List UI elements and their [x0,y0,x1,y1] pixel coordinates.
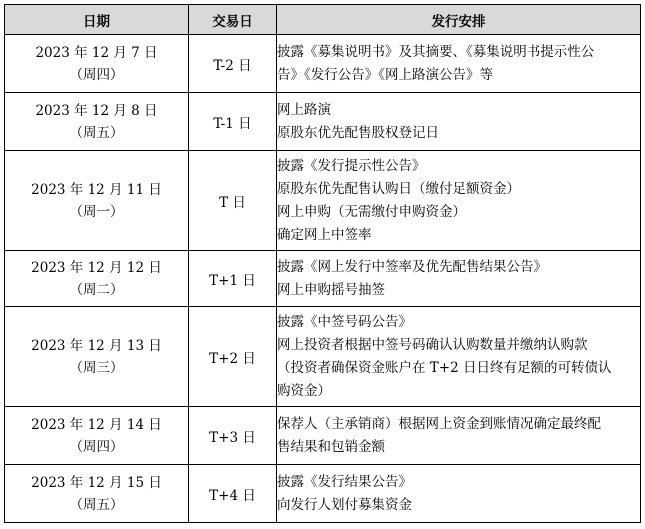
date-text: 2023 年 12 月 7 日 [35,44,158,61]
header-arrangement: 发行安排 [277,5,641,35]
trading-day-cell: T+4 日 [189,465,277,523]
trading-day-cell: T+1 日 [189,251,277,307]
arrangement-line: 向发行人划付募集资金 [277,496,412,513]
table-row [5,307,641,407]
trading-day-cell: T+2 日 [189,307,277,407]
weekday-text: （周一） [69,203,124,220]
date-text: 2023 年 12 月 14 日 [31,416,162,433]
arrangement-line: 确定网上中签率 [277,226,372,243]
weekday-text: （周三） [69,359,124,376]
date-text: 2023 年 12 月 15 日 [31,474,162,491]
header-trading-day: 交易日 [189,5,277,35]
arrangement-line: 售结果和包销金额 [277,438,385,455]
arrangement-cell [277,307,641,407]
arrangement-line: 披露《募集说明书》及其摘要、《募集说明书提示性公 [277,43,595,60]
arrangement-cell [277,465,641,523]
date-cell [5,465,189,523]
arrangement-line: 披露《发行提示性公告》 [277,157,426,174]
table-row [5,93,641,151]
arrangement-cell [277,251,641,307]
table-header-row [5,5,641,35]
date-cell [5,35,189,93]
table-row [5,35,641,93]
arrangement-line: （投资者确保资金账户在 T+2 日日终有足额的可转债认 [277,359,612,376]
date-cell [5,407,189,465]
trading-day-cell: T+3 日 [189,407,277,465]
arrangement-line: 购资金） [277,382,331,399]
issuance-schedule-table [4,4,641,523]
date-text: 2023 年 12 月 13 日 [31,337,162,354]
table-row [5,407,641,465]
date-cell [5,307,189,407]
arrangement-cell [277,93,641,151]
arrangement-line: 原股东优先配售认购日（缴付足额资金） [277,180,520,197]
date-cell [5,151,189,251]
arrangement-line: 网上路演 [277,101,331,118]
arrangement-cell [277,151,641,251]
arrangement-line: 网上申购摇号抽签 [277,281,385,298]
date-text: 2023 年 12 月 8 日 [35,102,158,119]
table-row [5,251,641,307]
header-date: 日期 [5,5,189,35]
table-row [5,151,641,251]
arrangement-line: 披露《发行结果公告》 [277,473,412,490]
weekday-text: （周二） [69,281,124,298]
arrangement-line: 网上申购（无需缴付申购资金） [277,203,466,220]
trading-day-cell: T-2 日 [189,35,277,93]
trading-day-cell: T 日 [189,151,277,251]
arrangement-line: 披露《中签号码公告》 [277,313,412,330]
arrangement-line: 披露《网上发行中签率及优先配售结果公告》 [277,258,547,275]
weekday-text: （周四） [69,66,124,83]
table-row [5,465,641,523]
weekday-text: （周五） [69,124,124,141]
date-text: 2023 年 12 月 11 日 [31,181,162,198]
arrangement-line: 原股东优先配售股权登记日 [277,124,439,141]
arrangement-cell [277,407,641,465]
date-text: 2023 年 12 月 12 日 [31,259,162,276]
date-cell [5,93,189,151]
arrangement-cell [277,35,641,93]
trading-day-cell: T-1 日 [189,93,277,151]
arrangement-line: 网上投资者根据中签号码确认认购数量并缴纳认购款 [277,336,588,353]
date-cell [5,251,189,307]
weekday-text: （周四） [69,438,124,455]
weekday-text: （周五） [69,496,124,513]
arrangement-line: 保荐人（主承销商）根据网上资金到账情况确定最终配 [277,415,601,432]
arrangement-line: 告》《发行公告》《网上路演公告》等 [277,66,493,83]
